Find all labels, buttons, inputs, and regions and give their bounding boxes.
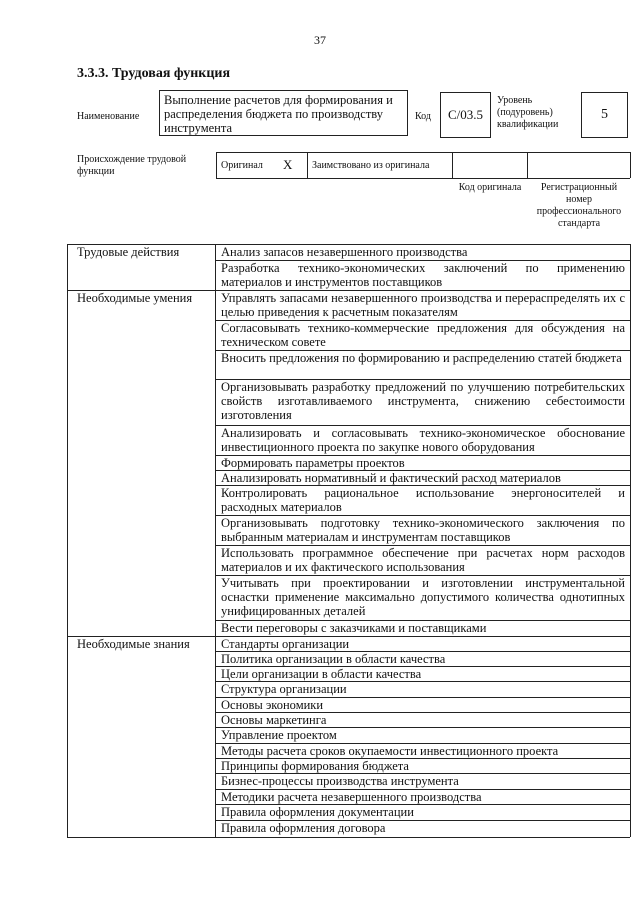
registration-number-caption: Регистрационный номер профессионального стандарта [536, 182, 622, 229]
skill-item: Вносить предложения по формированию и распределению статей бюджета [221, 351, 622, 365]
skill-item: Организовывать разработку предложений по улучшению потребительских свойств изготавливаемого инструмента, снижению себестоимости изготовления [221, 380, 625, 423]
knowledge-item: Структура организации [221, 682, 347, 696]
knowledge-item: Методы расчета сроков окупаемости инвестиционного проекта [221, 744, 559, 758]
level-label: Уровень (подуровень) квалификации [497, 95, 559, 130]
name-value: Выполнение расчетов для формирования и распределения бюджета по производству инструмента [159, 90, 408, 136]
actions-label: Трудовые действия [77, 245, 180, 259]
level-value: 5 [581, 92, 628, 138]
knowledge-item: Основы маркетинга [221, 713, 327, 727]
skill-item: Анализировать нормативный и фактический расход материалов [221, 471, 561, 485]
name-label: Наименование [77, 111, 140, 122]
page-number: 37 [314, 33, 326, 47]
knowledge-item: Принципы формирования бюджета [221, 759, 409, 773]
code-value: C/03.5 [440, 92, 491, 138]
skill-item: Организовывать подготовку технико-экономического заключения по выбранным материалам и инструментам поставщиков [221, 516, 625, 545]
skill-item: Контролировать рациональное использование энергоносителей и расходных материалов [221, 486, 625, 515]
knowledge-item: Правила оформления договора [221, 821, 386, 835]
origin-original: Оригинал [221, 160, 263, 171]
knowledge-item: Бизнес-процессы производства инструмента [221, 774, 459, 788]
knowledge-item: Стандарты организации [221, 637, 350, 651]
knowledge-item: Правила оформления документации [221, 805, 414, 819]
skill-item: Учитывать при проектировании и изготовлении инструментальной оснастки применение максимально допустимого количества однотипных унифицированных деталей [221, 576, 625, 619]
origin-mark: X [283, 157, 293, 172]
origin-label: Происхождение трудовой функции [77, 154, 187, 177]
skill-item: Согласовывать технико-коммерческие предложения для обсуждения на техническом совете [221, 321, 625, 350]
action-item: Разработка технико-экономических заключений по применению материалов и инструментов поставщиков [221, 261, 625, 290]
action-item: Анализ запасов незавершенного производства [221, 245, 468, 259]
skill-item: Использовать программное обеспечение при расчетах норм расходов материалов и их фактического использования [221, 546, 625, 575]
code-label: Код [415, 111, 431, 122]
skill-item: Управлять запасами незавершенного производства и перераспределять их с целью приведения к расчетным показателям [221, 291, 625, 320]
knowledge-item: Основы экономики [221, 698, 324, 712]
code-original-caption: Код оригинала [458, 182, 522, 193]
knowledge-item: Методики расчета незавершенного производства [221, 790, 482, 804]
knowledge-item: Управление проектом [221, 728, 337, 742]
section-title: 3.3.3. Трудовая функция [77, 66, 231, 81]
origin-borrowed: Заимствовано из оригинала [312, 160, 430, 171]
knowledge-label: Необходимые знания [77, 637, 190, 651]
knowledge-item: Цели организации в области качества [221, 667, 422, 681]
skill-item: Вести переговоры с заказчиками и поставщиками [221, 621, 487, 635]
skills-label: Необходимые умения [77, 291, 193, 305]
knowledge-item: Политика организации в области качества [221, 652, 446, 666]
skill-item: Формировать параметры проектов [221, 456, 405, 470]
skill-item: Анализировать и согласовывать технико-экономическое обоснование инвестиционного проекта по закупке нового оборудования [221, 426, 625, 455]
